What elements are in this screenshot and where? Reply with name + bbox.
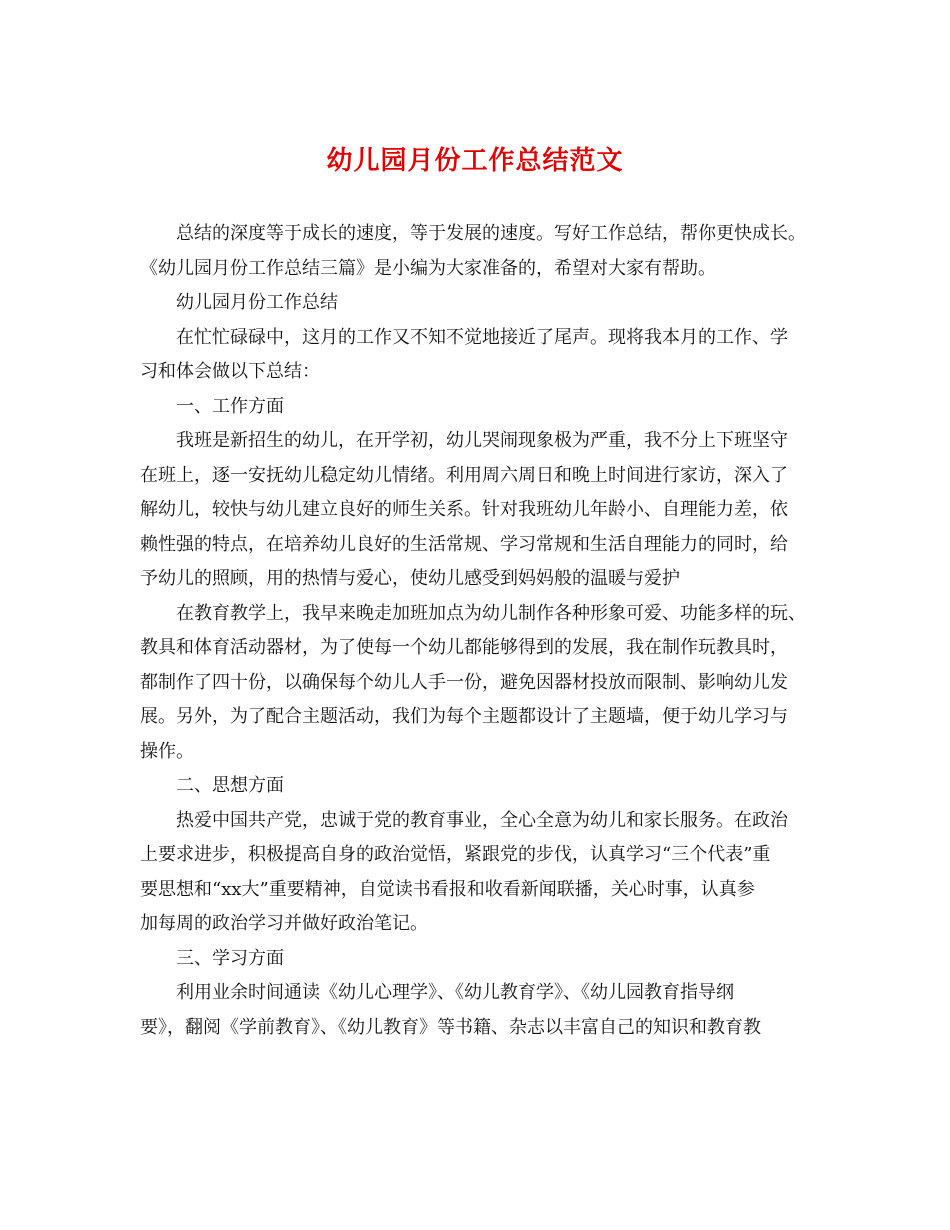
- text-line: 利用业余时间通读《幼儿心理学》、《幼儿教育学》、《幼儿园教育指导纲: [176, 982, 734, 1003]
- paragraph: [140, 942, 820, 977]
- paragraph: [140, 424, 820, 597]
- document-body: [140, 217, 820, 1045]
- text-line: 要》，翻阅《学前教育》、《幼儿教育》等书籍、杂志以丰富自己的知识和教育教: [140, 1016, 761, 1038]
- paragraph: [140, 804, 820, 942]
- text-line: 予幼儿的照顾，用的热情与爱心，使幼儿感受到妈妈般的温暖与爱护: [140, 568, 680, 589]
- text-line: 在教育教学上，我早来晚走加班加点为幼儿制作各种形象可爱、功能多样的玩、: [176, 602, 806, 624]
- text-line: 总结的深度等于成长的速度，等于发展的速度。写好工作总结，帮你更快成长。: [176, 223, 806, 244]
- paragraph: [140, 597, 820, 770]
- text-line: 一、工作方面: [176, 395, 284, 417]
- text-line: 我班是新招生的幼儿，在开学初，幼儿哭闹现象极为严重，我不分上下班坚守: [176, 430, 788, 451]
- text-line: 解幼儿，较快与幼儿建立良好的师生关系。针对我班幼儿年龄小、自理能力差，依: [140, 499, 788, 520]
- text-line: 要思想和“xx大”重要精神，自觉读书看报和收看新闻联播，关心时事，认真参: [140, 878, 755, 900]
- paragraph: [140, 286, 820, 321]
- text-line: 三、学习方面: [176, 947, 284, 969]
- text-line: 加每周的政治学习并做好政治笔记。: [140, 913, 428, 934]
- paragraph: [140, 321, 820, 390]
- text-line: 教具和体育活动器材，为了使每一个幼儿都能够得到的发展，我在制作玩教具时，: [140, 637, 788, 658]
- text-line: 操作。: [140, 740, 194, 762]
- paragraph: [140, 217, 820, 286]
- text-line: 都制作了四十份，以确保每个幼儿人手一份，避免因器材投放而限制、影响幼儿发: [140, 671, 788, 693]
- text-line: 热爱中国共产党，忠诚于党的教育事业，全心全意为幼儿和家长服务。在政治: [176, 809, 788, 831]
- text-line: 在班上，逐一安抚幼儿稳定幼儿情绪。利用周六周日和晚上时间进行家访，深入了: [140, 464, 788, 486]
- text-line: 赖性强的特点，在培养幼儿良好的生活常规、学习常规和生活自理能力的同时，给: [140, 533, 788, 555]
- paragraph: [140, 976, 820, 1045]
- text-line: 二、思想方面: [176, 775, 284, 796]
- text-line: 在忙忙碌碌中，这月的工作又不知不觉地接近了尾声。现将我本月的工作、学: [176, 326, 788, 348]
- document-title: 幼儿园月份工作总结范文: [326, 146, 624, 176]
- paragraph: [140, 390, 820, 425]
- text-line: 习和体会做以下总结：: [140, 361, 320, 382]
- text-line: 展。另外，为了配合主题活动，我们为每个主题都设计了主题墙，便于幼儿学习与: [140, 706, 788, 727]
- paragraph: [140, 769, 820, 804]
- text-line: 幼儿园月份工作总结: [176, 292, 338, 313]
- text-line: 《幼儿园月份工作总结三篇》是小编为大家准备的，希望对大家有帮助。: [140, 257, 716, 279]
- text-line: 上要求进步，积极提高自身的政治觉悟，紧跟党的步伐，认真学习“三个代表”重: [140, 844, 771, 865]
